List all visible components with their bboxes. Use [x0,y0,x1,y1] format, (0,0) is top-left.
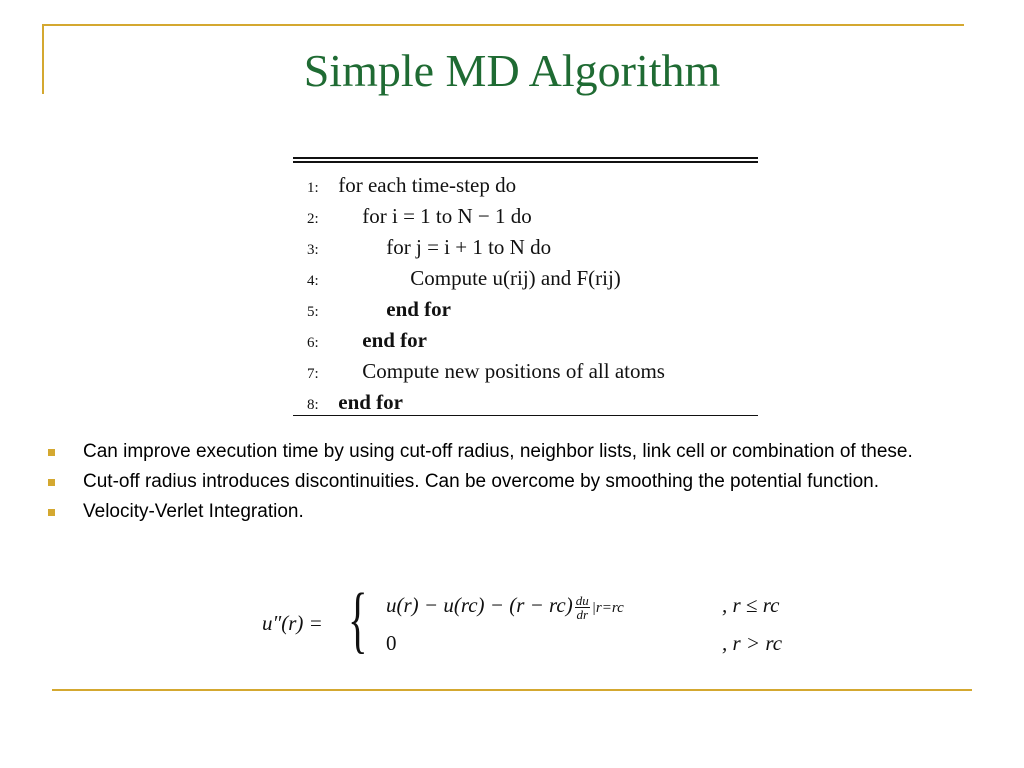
line-number: 7: [307,366,319,382]
fraction-numerator: du [575,592,589,608]
equation-case-1 [386,593,624,621]
fraction-denominator: dr [576,606,589,622]
bullet-text: Can improve execution time by using cut-off radius, neighbor lists, link cell or combination of these. [83,441,913,462]
equation-lhs: u″(r) = [262,611,323,635]
algorithm-box [293,157,758,417]
bullet-item [44,470,944,493]
algorithm-line-3 [307,235,551,265]
bullet-square-icon [48,479,55,486]
algorithm-bottom-rule [293,415,758,416]
bottom-frame-line [52,689,972,691]
line-text: for i = 1 to N − 1 do [362,204,532,228]
smoothing-equation [262,579,822,663]
line-number: 1: [307,180,319,196]
bullet-square-icon [48,449,55,456]
bullet-item [44,500,944,523]
equation-condition-2: , r > rc [722,631,783,655]
line-text: Compute new positions of all atoms [362,359,665,383]
bullet-item [44,440,944,463]
evaluation-bar: |r=rc [591,600,624,616]
line-text: end for [386,297,451,321]
algorithm-line-4 [307,266,621,296]
line-number: 3: [307,242,319,258]
line-number: 4: [307,273,319,289]
case-1-expression: u(r) − u(rc) − (r − rc) [386,593,573,617]
bullet-square-icon [48,509,55,516]
derivative-fraction [575,594,590,621]
equation-case-2: 0 [386,631,397,655]
algorithm-line-5 [307,297,451,327]
algorithm-top-rule-2 [293,161,758,163]
algorithm-line-1 [307,173,516,203]
bullet-text: Cut-off radius introduces discontinuities. Can be overcome by smoothing the potential function. [83,471,879,492]
line-number: 6: [307,335,319,351]
line-text: for j = i + 1 to N do [386,235,552,259]
bullet-text: Velocity-Verlet Integration. [83,501,304,522]
line-text: Compute u(rij) and F(rij) [410,266,621,290]
line-number: 2: [307,211,319,227]
algorithm-top-rule [293,157,758,159]
equation-condition-1: , r ≤ rc [722,593,780,617]
line-number: 5: [307,304,319,320]
line-text: end for [338,390,403,414]
algorithm-line-2 [307,204,532,234]
bullet-list [44,440,944,530]
slide-title: Simple MD Algorithm [303,45,721,96]
line-text: for each time-step do [338,173,517,197]
line-number: 8: [307,397,319,413]
left-brace-icon: { [348,579,368,661]
algorithm-line-6 [307,328,427,358]
top-frame-line [42,24,964,26]
algorithm-line-7 [307,359,665,389]
line-text: end for [362,328,427,352]
